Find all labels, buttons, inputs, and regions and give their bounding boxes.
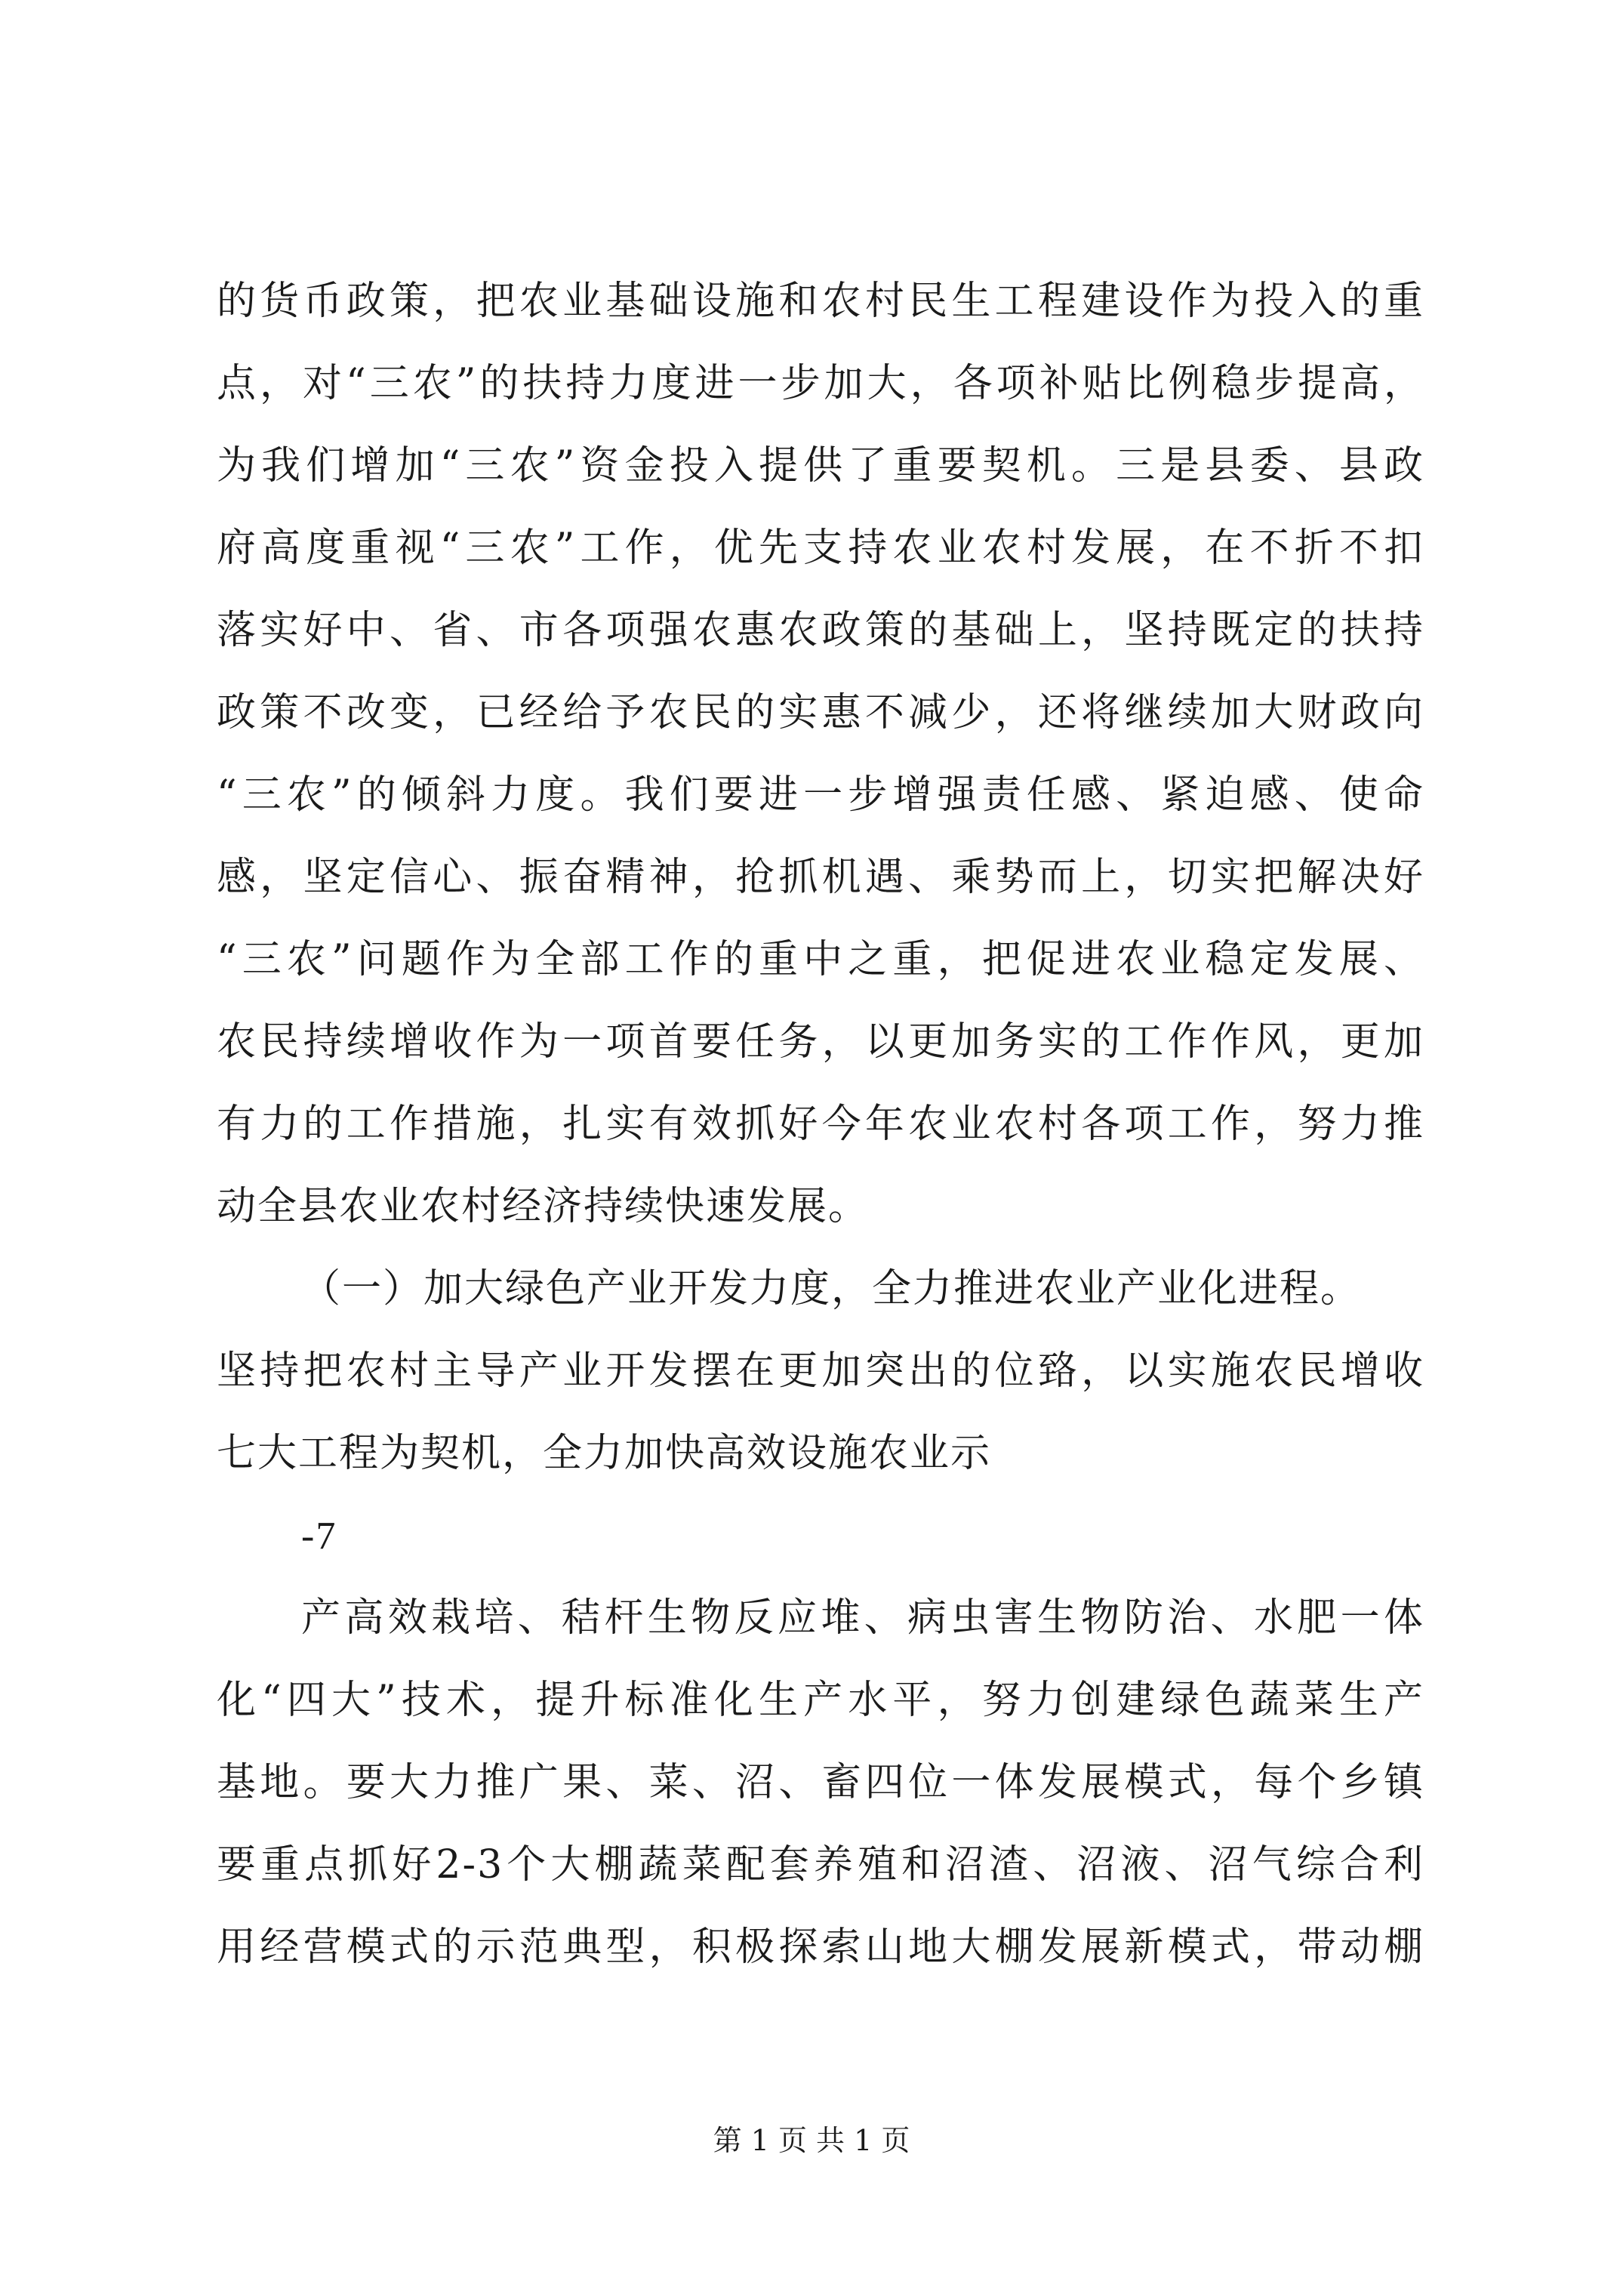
text-line: “三农”问题作为全部工作的重中之重，把促进农业稳定发展、 xyxy=(217,937,1424,982)
text-line: 有力的工作措施，扎实有效抓好今年农业农村各项工作，努力推 xyxy=(217,1102,1424,1147)
text-line: 化“四大”技术，提升标准化生产水平，努力创建绿色蔬菜生产 xyxy=(217,1678,1424,1723)
text-line: 用经营模式的示范典型，积极探索山地大棚发展新模式，带动棚 xyxy=(217,1925,1424,1970)
text-line: 感，坚定信心、振奋精神，抢抓机遇、乘势而上，切实把解决好 xyxy=(217,855,1424,900)
text-line: 政策不改变，已经给予农民的实惠不减少，还将继续加大财政向 xyxy=(217,690,1424,735)
section-heading: （一）加大绿色产业开发力度，全力推进农业产业化进程。 xyxy=(301,1266,1362,1311)
text-line: 落实好中、省、市各项强农惠农政策的基础上，坚持既定的扶持 xyxy=(217,608,1424,653)
text-line: 基地。要大力推广果、菜、沼、畜四位一体发展模式，每个乡镇 xyxy=(217,1760,1424,1805)
text-line: 要重点抓好2-3个大棚蔬菜配套养殖和沼渣、沼液、沼气综合利 xyxy=(217,1842,1424,1888)
document-body xyxy=(217,260,1424,1989)
page-break-marker: -7 xyxy=(301,1515,337,1558)
text-line: “三农”的倾斜力度。我们要进一步增强责任感、紧迫感、使命 xyxy=(217,772,1424,818)
text-line: 产高效栽培、秸杆生物反应堆、病虫害生物防治、水肥一体 xyxy=(301,1595,1424,1641)
text-line: 府高度重视“三农”工作，优先支持农业农村发展，在不折不扣 xyxy=(217,525,1424,571)
page-footer: 第 1 页 共 1 页 xyxy=(713,2124,910,2157)
text-line: 动全县农业农村经济持续快速发展。 xyxy=(217,1184,870,1229)
text-line: 坚持把农村主导产业开发摆在更加突出的位臵，以实施农民增收 xyxy=(217,1348,1424,1394)
text-line: 农民持续增收作为一项首要任务，以更加务实的工作作风，更加 xyxy=(217,1019,1424,1065)
text-line: 为我们增加“三农”资金投入提供了重要契机。三是县委、县政 xyxy=(217,443,1424,488)
text-line: 的货币政策，把农业基础设施和农村民生工程建设作为投入的重 xyxy=(217,279,1424,324)
text-line: 点，对“三农”的扶持力度进一步加大，各项补贴比例稳步提高， xyxy=(217,361,1424,406)
text-line: 七大工程为契机，全力加快高效设施农业示 xyxy=(217,1431,992,1476)
